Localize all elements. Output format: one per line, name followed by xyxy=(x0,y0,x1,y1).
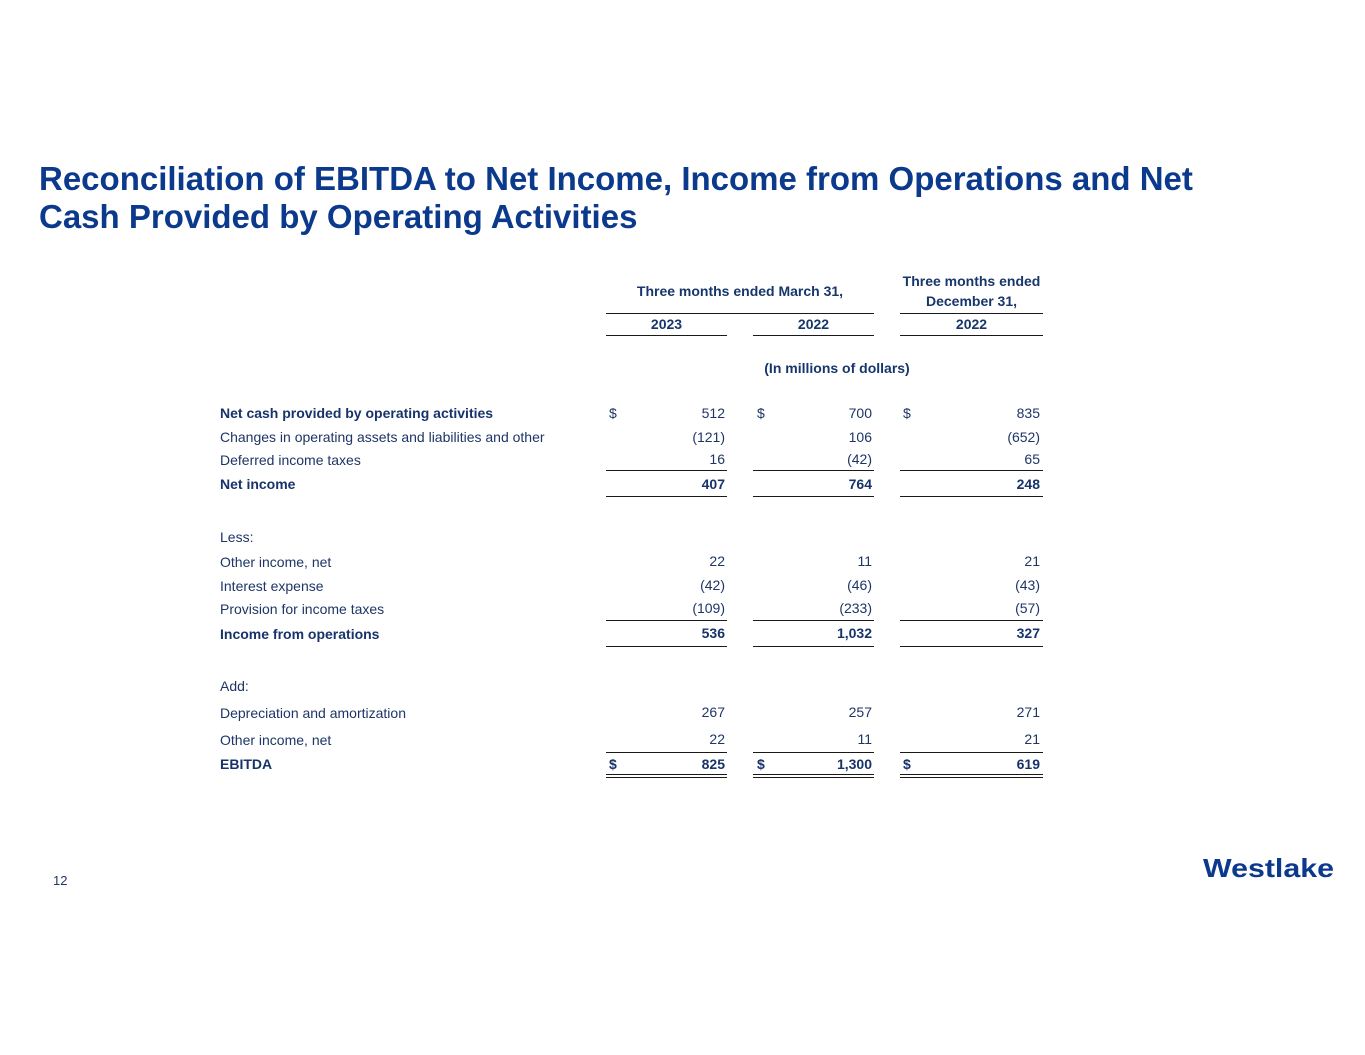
page-title-line2: Cash Provided by Operating Activities xyxy=(39,198,638,235)
westlake-logo xyxy=(1203,852,1335,882)
row-label-other-income-net: Other income, net xyxy=(220,554,332,570)
header-rule xyxy=(753,335,874,336)
section-label-add: Add: xyxy=(220,678,249,694)
currency-symbol: $ xyxy=(609,405,617,421)
header-group-december-line2: December 31, xyxy=(925,293,1018,309)
cell-2022: 106 xyxy=(848,429,872,445)
header-group-march: Three months ended March 31, xyxy=(636,283,844,299)
cell-2023: (109) xyxy=(692,600,725,616)
row-label-depreciation-amortization: Depreciation and amortization xyxy=(220,705,406,721)
double-total-rule xyxy=(606,777,727,778)
double-total-rule xyxy=(606,774,727,775)
cell-2023: 22 xyxy=(709,731,725,747)
cell-2023: 825 xyxy=(701,756,725,772)
double-total-rule xyxy=(900,777,1043,778)
header-group-december-line1: Three months ended xyxy=(902,273,1041,289)
cell-2022-december: 271 xyxy=(1016,704,1040,720)
total-rule xyxy=(606,646,727,647)
cell-2023: 22 xyxy=(709,553,725,569)
cell-2022-december: 65 xyxy=(1024,451,1040,467)
double-total-rule xyxy=(900,774,1043,775)
currency-symbol: $ xyxy=(757,405,765,421)
page-title-line1: Reconciliation of EBITDA to Net Income, Income from Operations and Net xyxy=(39,160,1193,197)
header-rule xyxy=(900,335,1043,336)
cell-2022: 257 xyxy=(848,704,872,720)
total-rule xyxy=(900,646,1043,647)
section-label-less: Less: xyxy=(220,529,254,545)
cell-2022: 764 xyxy=(848,476,872,492)
row-label-interest-expense: Interest expense xyxy=(220,578,324,594)
row-label-changes-operating-assets: Changes in operating assets and liabilities and other xyxy=(220,429,545,445)
cell-2023: 512 xyxy=(701,405,725,421)
column-header-2023: 2023 xyxy=(650,316,683,332)
currency-symbol: $ xyxy=(903,405,911,421)
cell-2022-december: 619 xyxy=(1016,756,1040,772)
subtotal-rule xyxy=(606,620,727,621)
header-rule xyxy=(606,335,727,336)
row-label-provision-income-taxes: Provision for income taxes xyxy=(220,601,385,617)
currency-symbol: $ xyxy=(903,756,911,772)
cell-2023: 407 xyxy=(701,476,725,492)
cell-2022: (233) xyxy=(839,600,872,616)
subtotal-rule xyxy=(606,752,727,753)
row-label-deferred-income-taxes: Deferred income taxes xyxy=(220,452,361,468)
cell-2022: 700 xyxy=(848,405,872,421)
cell-2023: (121) xyxy=(692,429,725,445)
header-rule xyxy=(900,313,1043,314)
subtotal-rule xyxy=(753,752,874,753)
currency-symbol: $ xyxy=(757,756,765,772)
cell-2022: 11 xyxy=(857,553,872,569)
logo-text: Westlake xyxy=(1203,853,1334,882)
subtotal-rule xyxy=(900,470,1043,471)
cell-2022-december: (57) xyxy=(1015,600,1040,616)
page-title xyxy=(39,160,1329,236)
currency-symbol: $ xyxy=(609,756,617,772)
total-rule xyxy=(753,496,874,497)
cell-2022-december: 21 xyxy=(1024,553,1040,569)
cell-2022: 1,032 xyxy=(836,625,872,641)
column-header-2022-december: 2022 xyxy=(955,316,988,332)
cell-2023: 536 xyxy=(701,625,725,641)
cell-2022-december: 327 xyxy=(1016,625,1040,641)
cell-2022-december: 21 xyxy=(1024,731,1040,747)
row-label-net-income: Net income xyxy=(220,476,296,492)
cell-2022-december: (652) xyxy=(1007,429,1040,445)
cell-2022-december: 835 xyxy=(1016,405,1040,421)
row-label-ebitda: EBITDA xyxy=(220,756,273,772)
header-rule xyxy=(606,313,874,314)
subtotal-rule xyxy=(900,620,1043,621)
double-total-rule xyxy=(753,774,874,775)
subtotal-rule xyxy=(753,470,874,471)
subtotal-rule xyxy=(606,470,727,471)
column-header-2022: 2022 xyxy=(797,316,830,332)
cell-2023: 267 xyxy=(701,704,725,720)
cell-2023: (42) xyxy=(700,577,725,593)
row-label-income-from-operations: Income from operations xyxy=(220,626,380,642)
cell-2023: 16 xyxy=(709,451,725,467)
row-label-net-cash: Net cash provided by operating activities xyxy=(220,405,494,421)
total-rule xyxy=(753,646,874,647)
cell-2022: 11 xyxy=(857,731,872,747)
units-note: (In millions of dollars) xyxy=(764,360,910,376)
double-total-rule xyxy=(753,777,874,778)
row-label-other-income-net: Other income, net xyxy=(220,732,332,748)
subtotal-rule xyxy=(753,620,874,621)
total-rule xyxy=(606,496,727,497)
subtotal-rule xyxy=(900,752,1043,753)
cell-2022: 1,300 xyxy=(836,756,872,772)
cell-2022: (46) xyxy=(847,577,872,593)
total-rule xyxy=(900,496,1043,497)
cell-2022: (42) xyxy=(847,451,872,467)
cell-2022-december: (43) xyxy=(1015,577,1040,593)
page-number: 12 xyxy=(53,873,68,888)
cell-2022-december: 248 xyxy=(1016,476,1040,492)
